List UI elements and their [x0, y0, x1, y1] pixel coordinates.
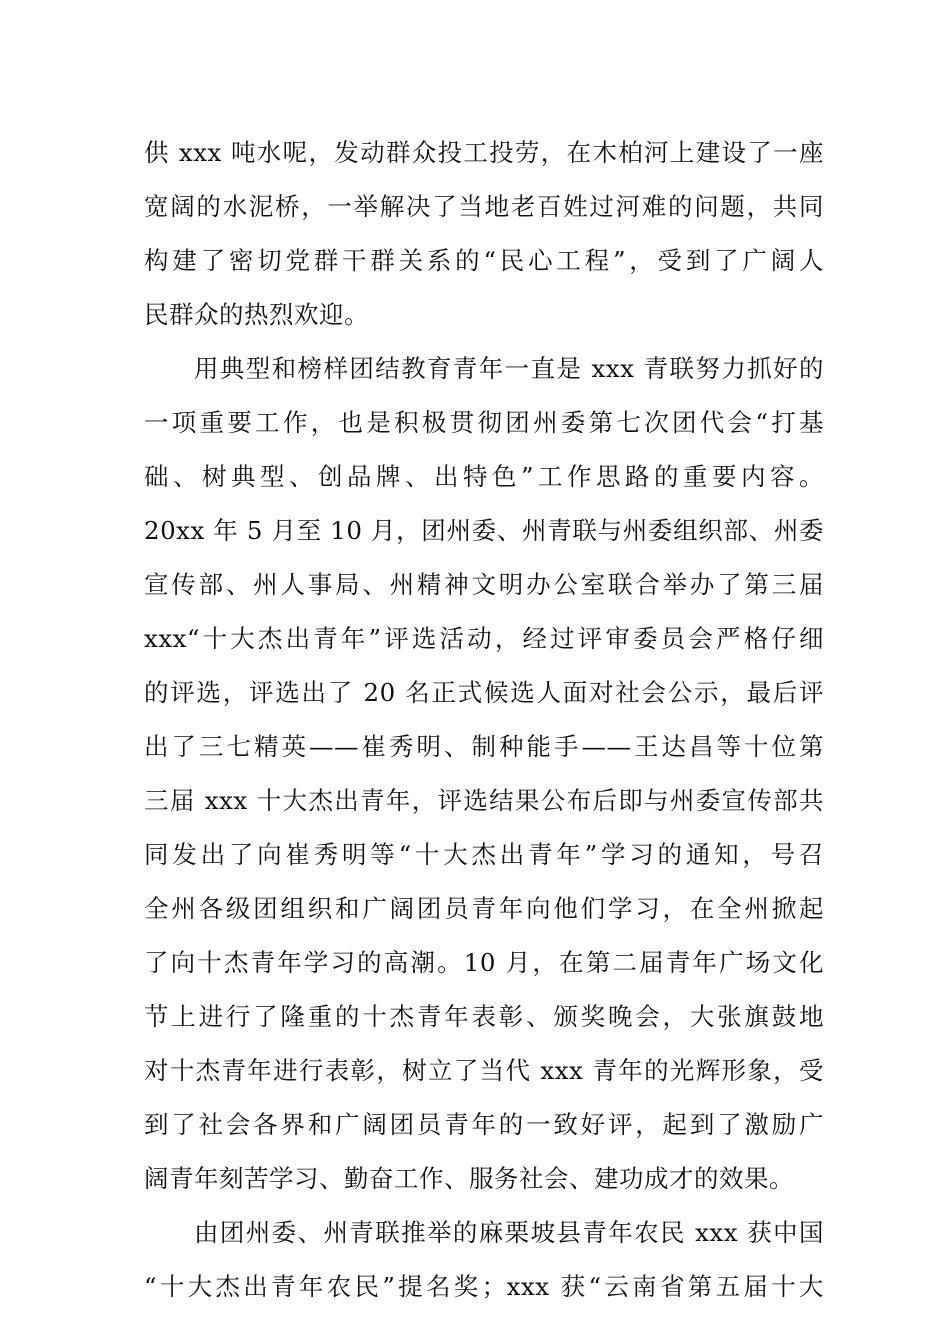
text-line: 同发出了向崔秀明等“十大杰出青年”学习的通知，号召	[144, 840, 824, 869]
text-line: 三届 xxx 十大杰出青年，评选结果公布后即与州委宣传部共	[144, 786, 824, 815]
text-line: 出了三七精英——崔秀明、制种能手——王达昌等十位第	[144, 732, 824, 761]
text-line: 阔青年刻苦学习、勤奋工作、服务社会、建功成才的效果。	[144, 1164, 794, 1193]
document-body	[144, 126, 824, 1314]
paragraph-2	[144, 342, 824, 1206]
text-line: 宽阔的水泥桥，一举解决了当地老百姓过河难的问题，共同	[144, 192, 824, 221]
text-line: 础、树典型、创品牌、出特色”工作思路的重要内容。	[144, 462, 824, 491]
text-line: 宣传部、州人事局、州精神文明办公室联合举办了第三届	[144, 570, 824, 599]
text-line: 到了社会各界和广阔团员青年的一致好评，起到了激励广	[144, 1110, 824, 1139]
text-line: 供 xxx 吨水呢，发动群众投工投劳，在木柏河上建设了一座	[144, 138, 824, 167]
text-line: 民群众的热烈欢迎。	[144, 300, 369, 329]
text-line: 节上进行了隆重的十杰青年表彰、颁奖晚会，大张旗鼓地	[144, 1002, 824, 1031]
text-line: 20xx 年 5 月至 10 月，团州委、州青联与州委组织部、州委	[144, 516, 824, 545]
text-line: 了向十杰青年学习的高潮。10 月，在第二届青年广场文化	[144, 948, 824, 977]
text-line: 由团州委、州青联推举的麻栗坡县青年农民 xxx 获中国	[194, 1218, 824, 1247]
text-line: “十大杰出青年农民”提名奖；xxx 获“云南省第五届十大	[144, 1272, 824, 1301]
text-line: 一项重要工作，也是积极贯彻团州委第七次团代会“打基	[144, 408, 824, 437]
text-line: 对十杰青年进行表彰，树立了当代 xxx 青年的光辉形象，受	[144, 1056, 824, 1085]
paragraph-3	[144, 1206, 824, 1314]
text-line: 构建了密切党群干群关系的“民心工程”，受到了广阔人	[144, 246, 824, 275]
text-line: 用典型和榜样团结教育青年一直是 xxx 青联努力抓好的	[194, 354, 824, 383]
paragraph-1	[144, 126, 824, 342]
text-line: 的评选，评选出了 20 名正式候选人面对社会公示，最后评	[144, 678, 824, 707]
text-line: 全州各级团组织和广阔团员青年向他们学习，在全州掀起	[144, 894, 824, 923]
text-line: xxx“十大杰出青年”评选活动，经过评审委员会严格仔细	[144, 624, 824, 653]
